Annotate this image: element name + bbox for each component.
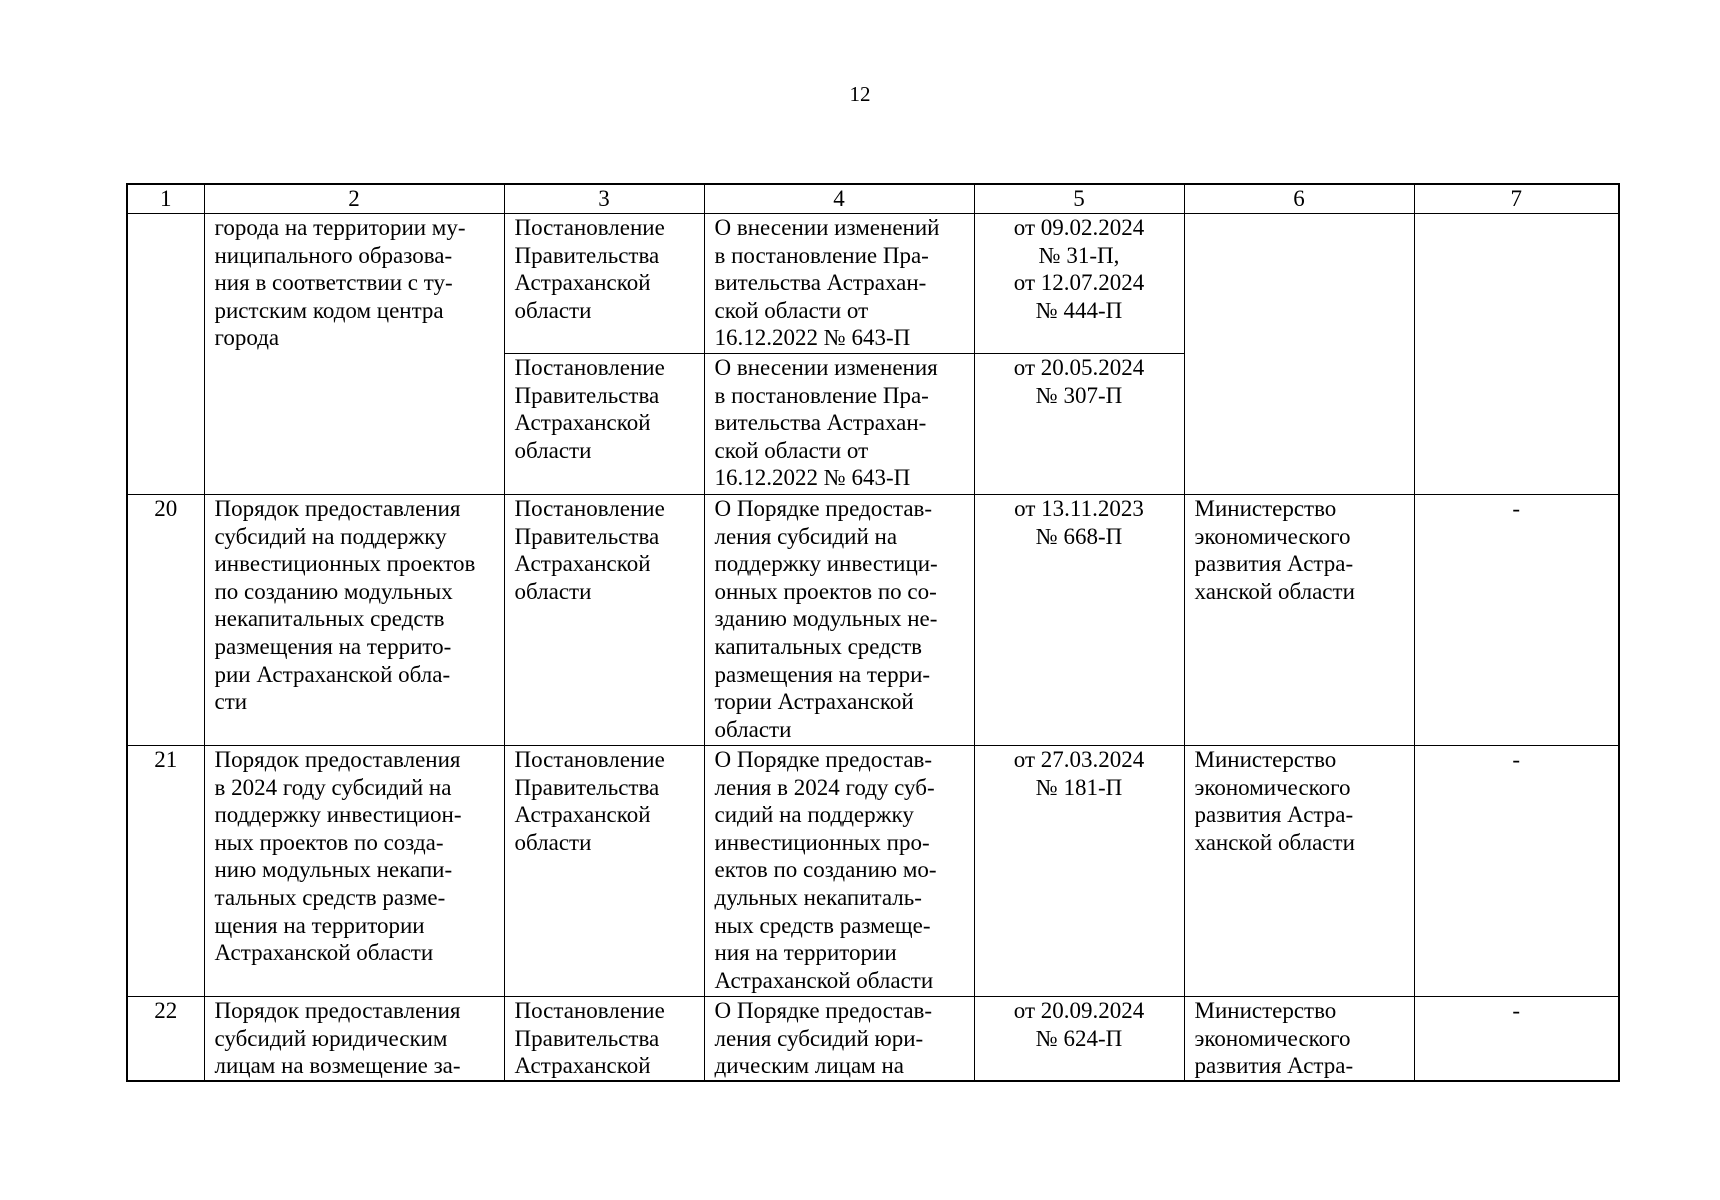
row-number-cell — [127, 214, 204, 495]
act-title-cell: О Порядке предостав- ления субсидий юри- дическим лицам на — [704, 997, 974, 1081]
table-row — [127, 495, 1619, 746]
column-header-4: 4 — [704, 184, 974, 214]
note-cell: - — [1414, 495, 1619, 746]
column-header-1: 1 — [127, 184, 204, 214]
act-type-cell: Постановление Правительства Астраханской области — [504, 214, 704, 354]
note-cell: - — [1414, 746, 1619, 997]
act-date-cell: от 09.02.2024 № 31-П, от 12.07.2024 № 444-П — [974, 214, 1184, 354]
act-type-cell: Постановление Правительства Астраханской области — [504, 746, 704, 997]
row-number-cell: 20 — [127, 495, 204, 746]
measure-name-cell: Порядок предоставления субсидий на поддержку инвестиционных проектов по созданию модульных некапитальных средств размещения на террито- рии Астраханской обла- сти — [204, 495, 504, 746]
table-header-row — [127, 184, 1619, 214]
act-date-cell: от 13.11.2023 № 668-П — [974, 495, 1184, 746]
row-number-cell: 22 — [127, 997, 204, 1081]
act-date-cell: от 20.05.2024 № 307-П — [974, 354, 1184, 495]
column-header-7: 7 — [1414, 184, 1619, 214]
column-header-2: 2 — [204, 184, 504, 214]
row-number-cell: 21 — [127, 746, 204, 997]
act-date-cell: от 20.09.2024 № 624-П — [974, 997, 1184, 1081]
authority-cell — [1184, 214, 1414, 495]
measure-name-cell: Порядок предоставления в 2024 году субсидий на поддержку инвестицион- ных проектов по созда- нию модульных некапи- тальных средств разме- щения на территории Астраханской области — [204, 746, 504, 997]
measure-name-cell: Порядок предоставления субсидий юридическим лицам на возмещение за- — [204, 997, 504, 1081]
column-header-5: 5 — [974, 184, 1184, 214]
table-row — [127, 746, 1619, 997]
note-cell — [1414, 214, 1619, 495]
table-row-continuation — [127, 214, 1619, 354]
measure-name-cell: города на территории му- ниципального образова- ния в соответствии с ту- ристским кодом центра города — [204, 214, 504, 495]
registry-table — [126, 183, 1620, 1082]
note-cell: - — [1414, 997, 1619, 1081]
column-header-6: 6 — [1184, 184, 1414, 214]
act-title-cell: О внесении изменений в постановление Пра- вительства Астрахан- ской области от 16.12.2022 № 643-П — [704, 214, 974, 354]
act-title-cell: О внесении изменения в постановление Пра- вительства Астрахан- ской области от 16.12.2022 № 643-П — [704, 354, 974, 495]
act-title-cell: О Порядке предостав- ления в 2024 году суб- сидий на поддержку инвестиционных про- ектов по созданию мо- дульных некапиталь- ных средств размеще- ния на территории Астраханской области — [704, 746, 974, 997]
authority-cell: Министерство экономического развития Астра- ханской области — [1184, 495, 1414, 746]
act-date-cell: от 27.03.2024 № 181-П — [974, 746, 1184, 997]
act-type-cell: Постановление Правительства Астраханской области — [504, 495, 704, 746]
act-title-cell: О Порядке предостав- ления субсидий на поддержку инвестици- онных проектов по со- зданию модульных не- капитальных средств размещения на терри- тории Астраханской области — [704, 495, 974, 746]
column-header-3: 3 — [504, 184, 704, 214]
authority-cell: Министерство экономического развития Астра- ханской области — [1184, 746, 1414, 997]
act-type-cell: Постановление Правительства Астраханской области — [504, 354, 704, 495]
authority-cell: Министерство экономического развития Астра- — [1184, 997, 1414, 1081]
act-type-cell: Постановление Правительства Астраханской — [504, 997, 704, 1081]
page-number: 12 — [849, 82, 871, 106]
table-row — [127, 997, 1619, 1081]
